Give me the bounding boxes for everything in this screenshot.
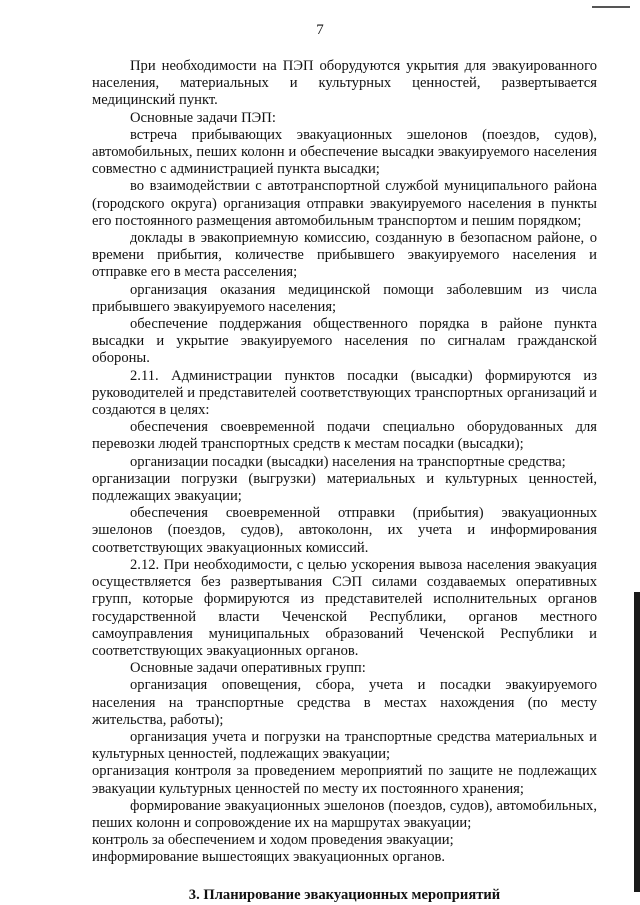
paragraph: организация оповещения, сбора, учета и посадки эвакуируемого населения на транспортные средства в местах нахождения (по месту жительства, работы); bbox=[92, 677, 597, 728]
scan-edge-bar bbox=[634, 592, 640, 892]
paragraph: организация оказания медицинской помощи заболевшим из числа прибывшего эвакуируемого населения; bbox=[92, 281, 597, 315]
paragraph: организация контроля за проведением мероприятий по защите не подлежащих эвакуации культурных ценностей по месту их постоянного хранения; bbox=[92, 763, 597, 797]
paragraph: встреча прибывающих эвакуационных эшелонов (поездов, судов), автомобильных, пеших колонн и обеспечение высадки эвакуируемого населения совместно с администрацией пункта высадки; bbox=[92, 126, 597, 178]
section-heading: 3. Планирование эвакуационных мероприятий bbox=[188, 886, 501, 903]
paragraph: 2.12. При необходимости, с целью ускорения вывоза населения эвакуация осуществляется без развертывания СЭП силами создаваемых оперативных групп, которые формируются из представителей исполнительных органов государственной власти Чеченской Республики, органов местного самоуправления муниципальных образований Чеченской Республики и соответствующих эвакуационных органов. bbox=[92, 556, 597, 659]
paragraph: организация учета и погрузки на транспортные средства материальных и культурных ценностей, подлежащих эвакуации; bbox=[92, 728, 597, 763]
paragraph: 2.11. Администрации пунктов посадки (высадки) формируются из руководителей и представителей соответствующих транспортных организаций и создаются в целях: bbox=[92, 367, 597, 419]
paragraph: во взаимодействии с автотранспортной службой муниципального района (городского округа) организация отправки эвакуируемого населения в пункты его постоянного размещения автомобильным транспортом и пешим порядком; bbox=[92, 178, 597, 229]
paragraph: информирование вышестоящих эвакуационных органов. bbox=[92, 849, 446, 866]
paragraph: обеспечения своевременной отправки (прибытия) эвакуационных эшелонов (поездов, судов), автоколонн, их учета и информирования соответствующих эвакуационных комиссий. bbox=[92, 505, 597, 556]
page-number: 7 bbox=[316, 22, 324, 38]
paragraph: формирование эвакуационных эшелонов (поездов, судов), автомобильных, пеших колонн и сопровождение их на маршрутах эвакуации; bbox=[92, 797, 597, 831]
paragraph: обеспечение поддержания общественного порядка в районе пункта высадки и укрытие эвакуируемого населения по сигналам гражданской обороны. bbox=[92, 316, 597, 367]
scan-edge-mark bbox=[592, 6, 630, 8]
document-body bbox=[92, 58, 597, 904]
paragraph: обеспечения своевременной подачи специально оборудованных для перевозки людей транспортных средств к местам посадки (высадки); bbox=[92, 419, 597, 453]
paragraph: организации посадки (высадки) населения на транспортные средства; bbox=[130, 453, 566, 470]
paragraph: организации погрузки (выгрузки) материальных и культурных ценностей, подлежащих эвакуации; bbox=[92, 470, 597, 505]
paragraph: контроль за обеспечением и ходом проведения эвакуации; bbox=[92, 832, 454, 849]
paragraph: доклады в эвакоприемную комиссию, созданную в безопасном районе, о времени прибытия, количестве прибывшего эвакуируемого населения и отправке его в места расселения; bbox=[92, 230, 597, 281]
paragraph: При необходимости на ПЭП оборудуются укрытия для эвакуированного населения, материальных и культурных ценностей, развертывается медицинский пункт. bbox=[92, 58, 597, 109]
paragraph: Основные задачи ПЭП: bbox=[130, 109, 276, 126]
paragraph: Основные задачи оперативных групп: bbox=[130, 660, 366, 677]
